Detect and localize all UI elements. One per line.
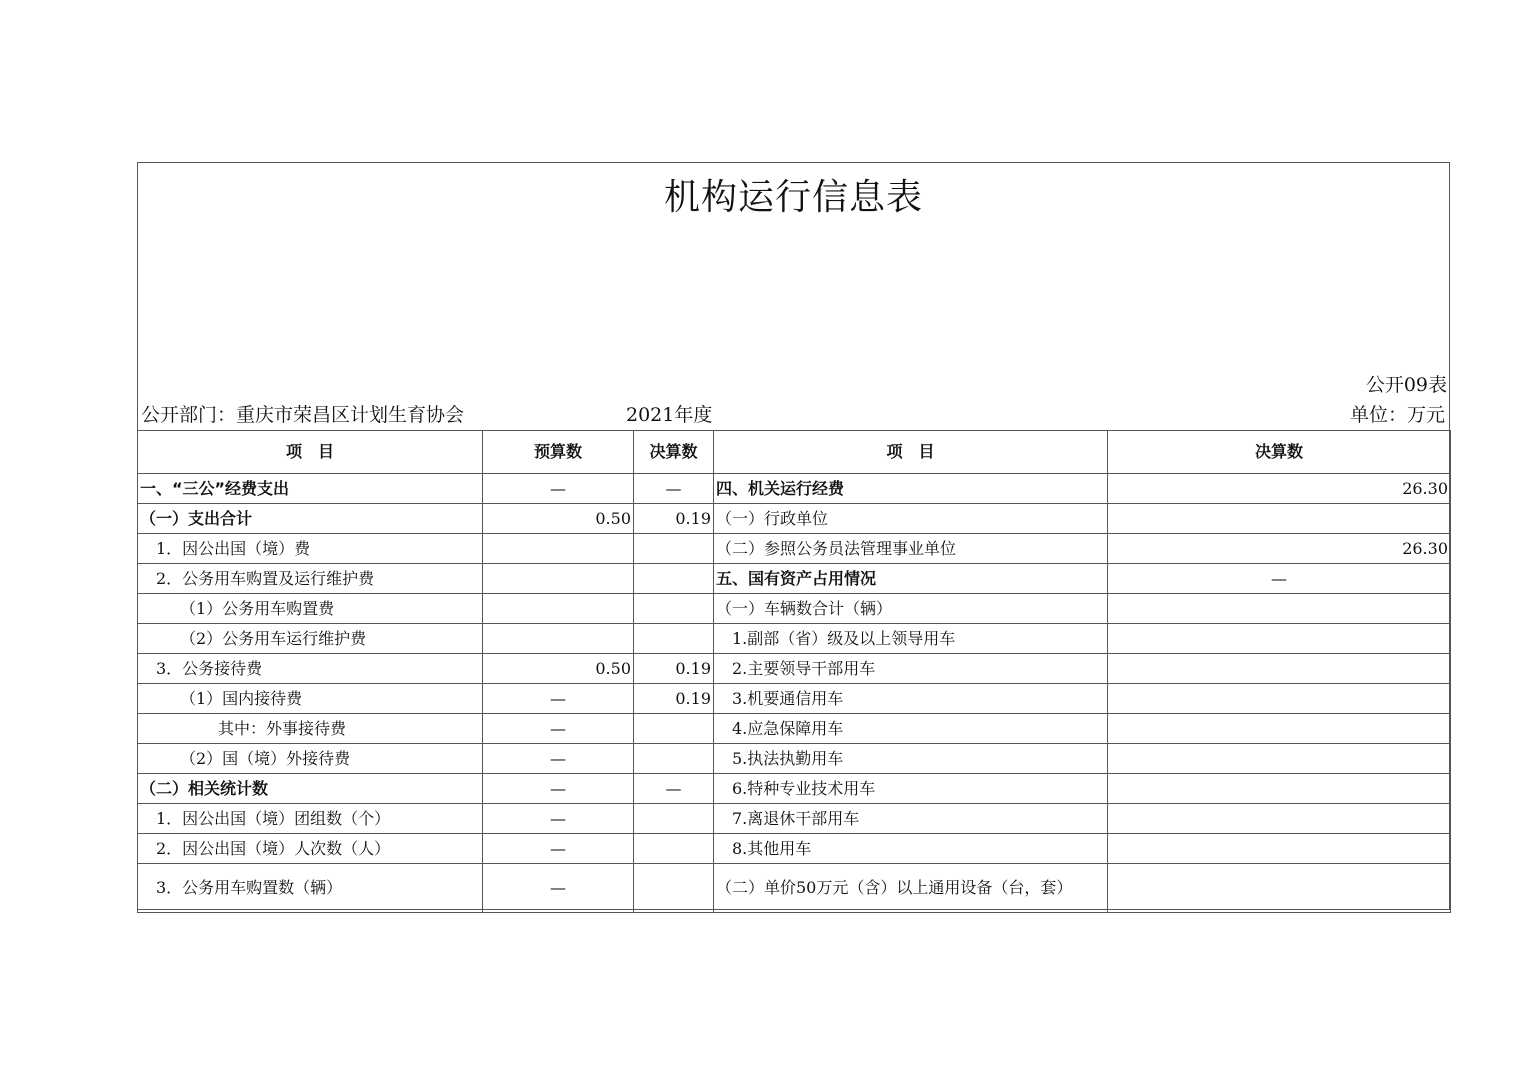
header-item-right: 项 目 (714, 431, 1108, 474)
final-value-right (1108, 594, 1451, 624)
department-label: 公开部门：重庆市荣昌区计划生育协会 (141, 404, 465, 426)
budget-value: — (483, 774, 634, 804)
header-final-left: 决算数 (634, 431, 714, 474)
budget-value: 0.50 (483, 504, 634, 534)
table-row (138, 594, 1451, 624)
final-value-right (1108, 504, 1451, 534)
table-row (138, 804, 1451, 834)
budget-value: — (483, 744, 634, 774)
table-row (138, 714, 1451, 744)
form-number: 公开09表 (1365, 374, 1447, 396)
final-value-left (634, 624, 714, 654)
left-item-label: （一）支出合计 (138, 504, 483, 534)
left-item-label: 2．因公出国（境）人次数（人） (138, 834, 483, 864)
table-row (138, 684, 1451, 714)
budget-value (483, 594, 634, 624)
budget-value: — (483, 864, 634, 913)
table-row (138, 774, 1451, 804)
page-title: 机构运行信息表 (663, 177, 923, 218)
left-item-label: 1．因公出国（境）团组数（个） (138, 804, 483, 834)
right-item-label: 7.离退休干部用车 (714, 804, 1108, 834)
table-row (138, 864, 1451, 913)
table-row (138, 474, 1451, 504)
right-item-label: （二）参照公务员法管理事业单位 (714, 534, 1108, 564)
header-budget: 预算数 (483, 431, 634, 474)
left-item-label: 一、“三公”经费支出 (138, 474, 483, 504)
info-table (137, 430, 1451, 913)
right-item-label: 2.主要领导干部用车 (714, 654, 1108, 684)
budget-value: — (483, 474, 634, 504)
final-value-left: 0.19 (634, 504, 714, 534)
budget-value (483, 564, 634, 594)
left-item-label: （2）公务用车运行维护费 (138, 624, 483, 654)
header-item-left: 项 目 (138, 431, 483, 474)
final-value-left: 0.19 (634, 684, 714, 714)
final-value-left (634, 804, 714, 834)
budget-value: — (483, 714, 634, 744)
right-item-label: （一）行政单位 (714, 504, 1108, 534)
final-value-right: — (1108, 564, 1451, 594)
left-item-label: 其中：外事接待费 (138, 714, 483, 744)
right-item-label: 4.应急保障用车 (714, 714, 1108, 744)
final-value-right (1108, 864, 1451, 913)
right-item-label: 3.机要通信用车 (714, 684, 1108, 714)
right-item-label: 1.副部（省）级及以上领导用车 (714, 624, 1108, 654)
table-row (138, 564, 1451, 594)
table-row (138, 534, 1451, 564)
table-row (138, 624, 1451, 654)
right-item-label: 6.特种专业技术用车 (714, 774, 1108, 804)
right-item-label: （二）单价50万元（含）以上通用设备（台，套） (714, 864, 1108, 913)
header-final-right: 决算数 (1108, 431, 1451, 474)
budget-value (483, 534, 634, 564)
table-row (138, 504, 1451, 534)
table-row (138, 744, 1451, 774)
table-row (138, 834, 1451, 864)
final-value-left: 0.19 (634, 654, 714, 684)
table-row (138, 654, 1451, 684)
unit-label: 单位：万元 (1349, 404, 1445, 426)
final-value-right (1108, 834, 1451, 864)
table-body (138, 474, 1451, 913)
final-value-left (634, 864, 714, 913)
right-item-label: 8.其他用车 (714, 834, 1108, 864)
left-item-label: 2．公务用车购置及运行维护费 (138, 564, 483, 594)
final-value-left (634, 534, 714, 564)
left-item-label: 1．因公出国（境）费 (138, 534, 483, 564)
report-sheet (137, 162, 1450, 910)
right-item-label: 5.执法执勤用车 (714, 744, 1108, 774)
budget-value: — (483, 684, 634, 714)
final-value-left (634, 834, 714, 864)
final-value-right (1108, 624, 1451, 654)
final-value-left (634, 594, 714, 624)
budget-value: — (483, 804, 634, 834)
final-value-right (1108, 714, 1451, 744)
left-item-label: （1）公务用车购置费 (138, 594, 483, 624)
final-value-right (1108, 804, 1451, 834)
final-value-left (634, 714, 714, 744)
final-value-left: — (634, 774, 714, 804)
final-value-right (1108, 654, 1451, 684)
right-item-label: 五、国有资产占用情况 (714, 564, 1108, 594)
left-item-label: （2）国（境）外接待费 (138, 744, 483, 774)
left-item-label: 3．公务用车购置数（辆） (138, 864, 483, 913)
final-value-right: 26.30 (1108, 474, 1451, 504)
budget-value (483, 624, 634, 654)
budget-value: 0.50 (483, 654, 634, 684)
final-value-right: 26.30 (1108, 534, 1451, 564)
fiscal-year-label: 2021年度 (626, 404, 713, 426)
right-item-label: （一）车辆数合计（辆） (714, 594, 1108, 624)
final-value-left: — (634, 474, 714, 504)
table-header-row (138, 431, 1451, 474)
budget-value: — (483, 834, 634, 864)
right-item-label: 四、机关运行经费 (714, 474, 1108, 504)
left-item-label: （1）国内接待费 (138, 684, 483, 714)
final-value-left (634, 564, 714, 594)
final-value-right (1108, 744, 1451, 774)
left-item-label: 3．公务接待费 (138, 654, 483, 684)
final-value-right (1108, 684, 1451, 714)
final-value-right (1108, 774, 1451, 804)
final-value-left (634, 744, 714, 774)
left-item-label: （二）相关统计数 (138, 774, 483, 804)
